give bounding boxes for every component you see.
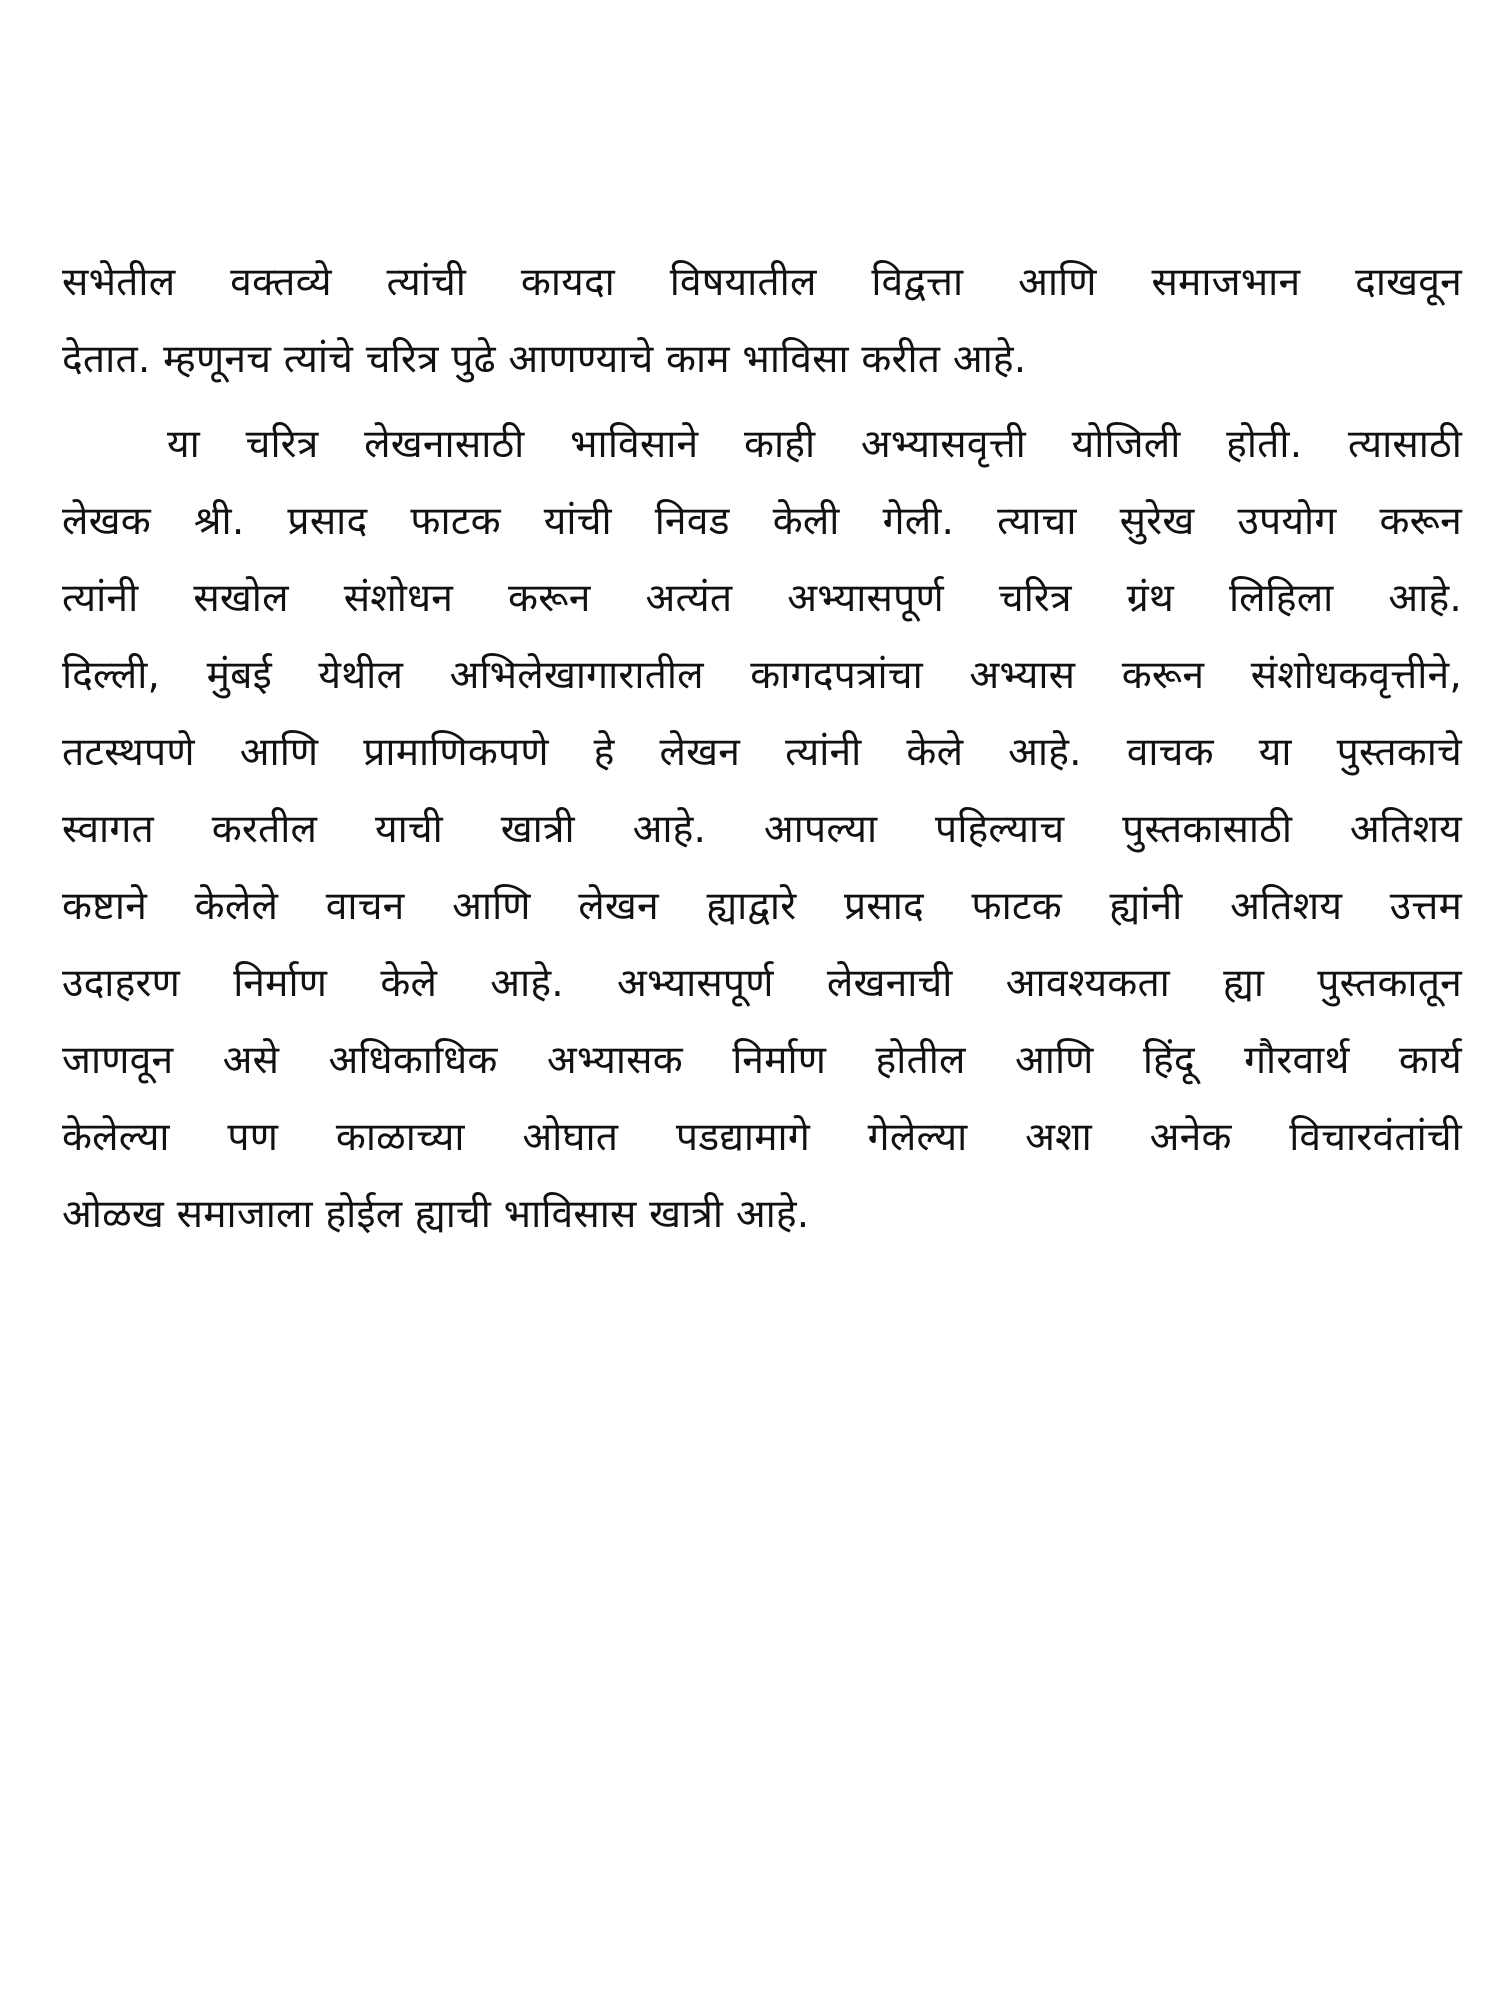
- text-line: केलेल्या पण काळाच्या ओघात पडद्यामागे गेलेल्या अशा अनेक विचारवंतांची: [62, 1115, 1462, 1160]
- text-line: देतात. म्हणूनच त्यांचे चरित्र पुढे आणण्याचे काम भाविसा करीत आहे.: [62, 337, 1027, 382]
- text-line: जाणवून असे अधिकाधिक अभ्यासक निर्माण होतील आणि हिंदू गौरवार्थ कार्य: [62, 1038, 1462, 1083]
- paragraph-2: [62, 417, 1462, 1264]
- text-line: त्यांनी सखोल संशोधन करून अत्यंत अभ्यासपूर्ण चरित्र ग्रंथ लिहिला आहे.: [62, 576, 1462, 621]
- text-line: कष्टाने केलेले वाचन आणि लेखन ह्याद्वारे प्रसाद फाटक ह्यांनी अतिशय उत्तम: [62, 884, 1462, 929]
- body-text: [62, 255, 1462, 1264]
- paragraph-gap: [62, 409, 1462, 417]
- text-line: लेखक श्री. प्रसाद फाटक यांची निवड केली गेली. त्याचा सुरेख उपयोग करून: [62, 499, 1462, 544]
- paragraph-1: [62, 255, 1462, 409]
- text-line: या चरित्र लेखनासाठी भाविसाने काही अभ्यासवृत्ती योजिली होती. त्यासाठी: [167, 422, 1462, 467]
- text-line: स्वागत करतील याची खात्री आहे. आपल्या पहिल्याच पुस्तकासाठी अतिशय: [62, 807, 1462, 852]
- text-line: ओळख समाजाला होईल ह्याची भाविसास खात्री आहे.: [62, 1192, 810, 1237]
- text-line: तटस्थपणे आणि प्रामाणिकपणे हे लेखन त्यांनी केले आहे. वाचक या पुस्तकाचे: [62, 730, 1462, 775]
- text-line: उदाहरण निर्माण केले आहे. अभ्यासपूर्ण लेखनाची आवश्यकता ह्या पुस्तकातून: [62, 961, 1462, 1006]
- text-line: सभेतील वक्तव्ये त्यांची कायदा विषयातील विद्वत्ता आणि समाजभान दाखवून: [62, 260, 1462, 305]
- text-line: दिल्ली, मुंबई येथील अभिलेखागारातील कागदपत्रांचा अभ्यास करून संशोधकवृत्तीने,: [62, 653, 1462, 698]
